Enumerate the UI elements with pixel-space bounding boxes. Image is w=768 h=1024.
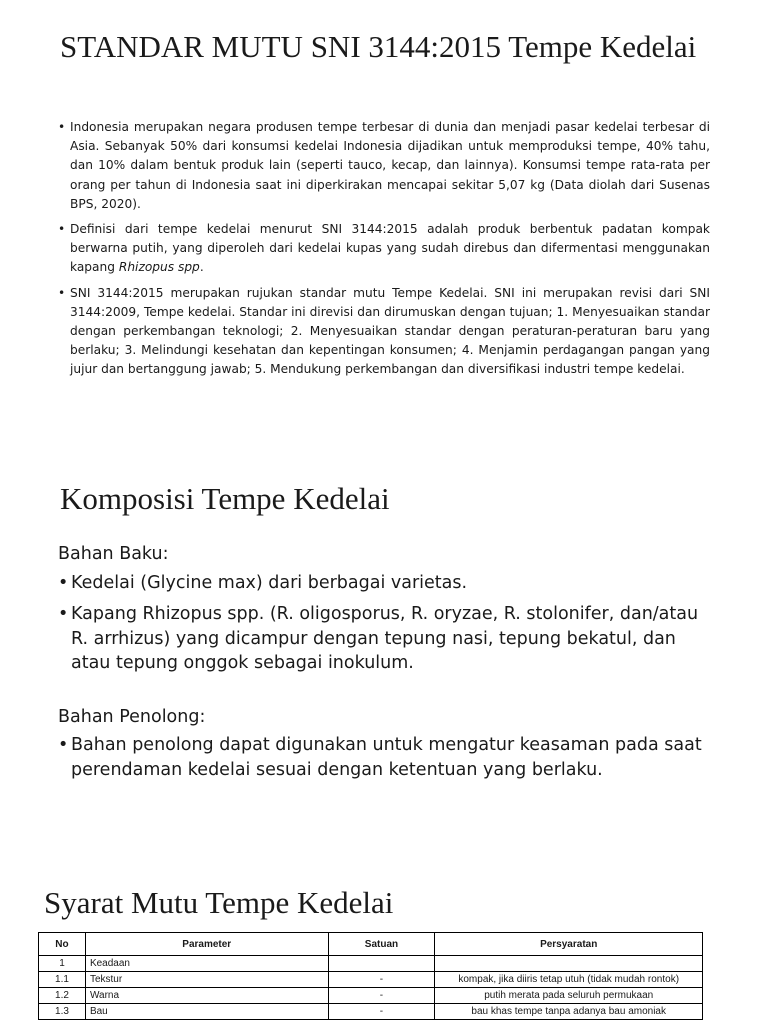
bullet-icon: • [58, 572, 69, 593]
table-row [39, 1004, 703, 1020]
bullet-text: Definisi dari tempe kedelai menurut SNI 3144:2015 adalah produk berbentuk padatan kompak berwarna putih, yang diperoleh dari kedelai kupas yang sudah direbus dan difermentasi menggunakan kapang [70, 222, 710, 275]
cell-parameter: Keadaan [85, 956, 328, 972]
bullet-italic-text: Rhizopus spp [118, 260, 200, 275]
quality-requirements-table [38, 932, 703, 1020]
table-header-row [39, 933, 703, 956]
list-item [58, 733, 708, 782]
list-item-text: Bahan penolong dapat digunakan untuk mengatur keasaman pada saat perendaman kedelai sesuai dengan ketentuan yang berlaku. [71, 735, 702, 780]
bahan-baku-list [58, 571, 708, 676]
cell-persyaratan: kompak, jika diiris tetap utuh (tidak mudah rontok) [435, 972, 703, 988]
cell-no: 1.1 [39, 972, 86, 988]
table-row [39, 956, 703, 972]
slide-title: Komposisi Tempe Kedelai [60, 481, 390, 516]
bahan-penolong-list [58, 733, 708, 782]
header-persyaratan: Persyaratan [435, 933, 703, 956]
cell-no: 1.2 [39, 988, 86, 1004]
cell-parameter: Warna [85, 988, 328, 1004]
cell-persyaratan: putih merata pada seluruh permukaan [435, 988, 703, 1004]
cell-satuan [328, 956, 435, 972]
bullet-icon: • [58, 222, 66, 237]
bullet-icon: • [58, 604, 69, 624]
cell-no: 1.3 [39, 1004, 86, 1020]
list-item-text: Kapang Rhizopus spp. (R. oligosporus, R. oryzae, R. stolonifer, dan/atau R. arrhizus) yang dicampur dengan tepung nasi, tepung bekatul, dan atau tepung onggok sebagai inokulum. [71, 604, 699, 673]
table-row [39, 972, 703, 988]
bullet-text: SNI 3144:2015 merupakan rujukan standar mutu Tempe Kedelai. SNI ini merupakan revisi dari SNI 3144:2009, Tempe kedelai. Standar ini direvisi dan dirumuskan dengan tujuan; 1. Menyesuaikan standar dengan perkembangan teknologi; 2. Menyesuaikan standar dengan peraturan-peraturan baru yang berlaku; 3. Melindungi kesehatan dan kepentingan konsumen; 4. Menjamin perdagangan pangan yang jujur dan bertanggung jawab; 5. Mendukung perkembangan dan diversifikasi industri tempe kedelai. [70, 285, 710, 377]
slide-body [58, 542, 708, 789]
slide-title: Syarat Mutu Tempe Kedelai [44, 885, 394, 920]
bullet-text: Indonesia merupakan negara produsen tempe terbesar di dunia dan menjadi pasar kedelai terbesar di Asia. Sebanyak 50% dari konsumsi kedelai Indonesia dijadikan untuk memproduksi tempe, 40% tahu, dan 10% dalam bentuk produk lain (seperti tauco, kecap, dan lainnya). Konsumsi tempe rata-rata per orang per tahun di Indonesia saat ini diperkirakan mencapai sekitar 5,07 kg (Data diolah dari Susenas BPS, 2020). [70, 120, 710, 211]
bullet-list [58, 118, 710, 386]
cell-no: 1 [39, 956, 86, 972]
header-satuan: Satuan [328, 933, 435, 956]
slide-title: STANDAR MUTU SNI 3144:2015 Tempe Kedelai [60, 29, 697, 64]
bullet-item [58, 284, 710, 380]
bullet-text-end: . [199, 260, 204, 275]
section-label-bahan-baku: Bahan Baku: [58, 544, 169, 564]
cell-persyaratan [435, 956, 703, 972]
list-item-text: Kedelai (Glycine max) dari berbagai varietas. [71, 572, 468, 593]
slide-komposisi [0, 460, 768, 840]
cell-parameter: Bau [85, 1004, 328, 1020]
bullet-item [58, 118, 710, 214]
bullet-icon: • [58, 735, 69, 755]
cell-satuan: - [328, 988, 435, 1004]
table-row [39, 988, 703, 1004]
bullet-item [58, 220, 710, 278]
list-item [58, 602, 708, 676]
header-no: No [39, 933, 86, 956]
cell-persyaratan: bau khas tempe tanpa adanya bau amoniak [435, 1004, 703, 1020]
bullet-icon: • [58, 285, 66, 300]
slide-standar-mutu [0, 0, 768, 430]
cell-satuan: - [328, 972, 435, 988]
cell-parameter: Tekstur [85, 972, 328, 988]
list-item [58, 571, 708, 596]
slide-syarat-mutu [0, 870, 768, 1024]
cell-satuan: - [328, 1004, 435, 1020]
header-parameter: Parameter [85, 933, 328, 956]
bullet-icon: • [58, 120, 66, 134]
section-label-bahan-penolong: Bahan Penolong: [58, 706, 206, 727]
